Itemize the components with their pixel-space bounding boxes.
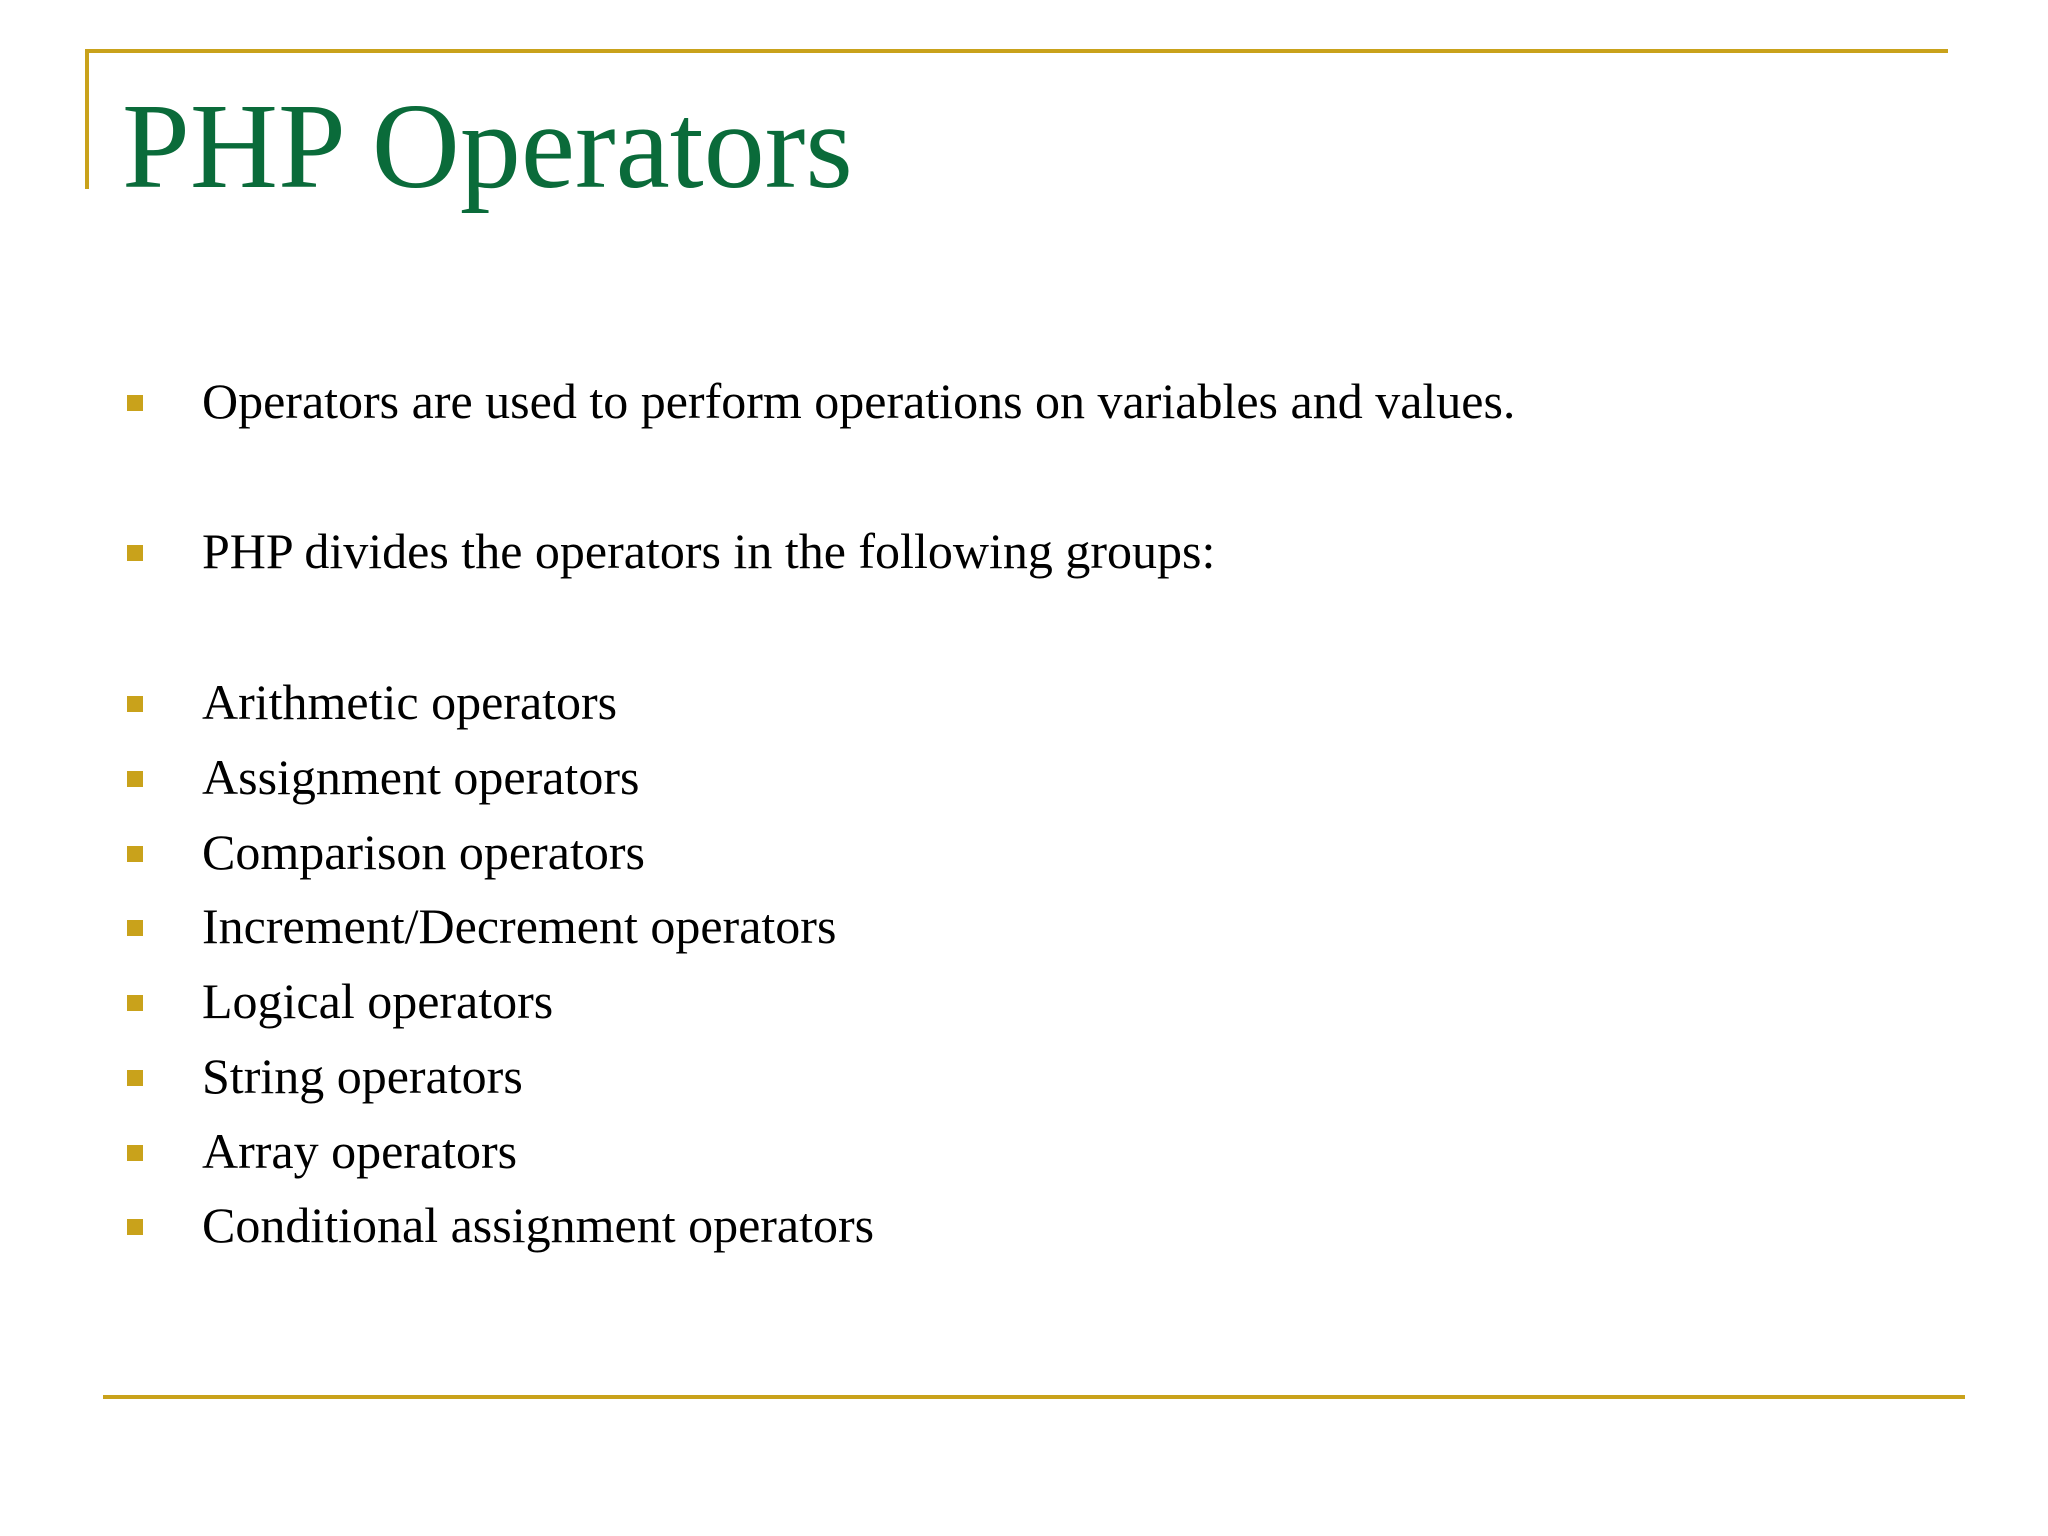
slide-title: PHP Operators (122, 79, 853, 214)
square-bullet-icon (127, 696, 143, 712)
square-bullet-icon (127, 846, 143, 862)
bullet-text: Logical operators (202, 973, 554, 1029)
operator-group-item (0, 1195, 1900, 1255)
bullet-text: Arithmetic operators (202, 674, 618, 730)
bullet-text: Conditional assignment operators (202, 1197, 875, 1253)
operator-group-item (0, 672, 1900, 732)
operator-group-item (0, 747, 1900, 807)
operator-group-item (0, 971, 1900, 1031)
bullet-text: String operators (202, 1048, 523, 1104)
square-bullet-icon (127, 1219, 143, 1235)
operator-group-item (0, 1046, 1900, 1106)
bullet-text: Operators are used to perform operations on variables and values. (202, 373, 1516, 429)
bottom-border-line (103, 1395, 1965, 1399)
left-border-line (85, 49, 89, 189)
operator-group-item (0, 1121, 1900, 1181)
operator-group-item (0, 822, 1900, 882)
square-bullet-icon (127, 995, 143, 1011)
intro-bullet-operators-definition (0, 371, 1900, 431)
square-bullet-icon (127, 920, 143, 936)
intro-bullet-operator-groups (0, 521, 1900, 581)
bullet-text: PHP divides the operators in the following groups: (202, 523, 1216, 579)
operator-group-item (0, 896, 1900, 956)
bullet-text: Array operators (202, 1123, 518, 1179)
square-bullet-icon (127, 395, 143, 411)
square-bullet-icon (127, 771, 143, 787)
bullet-text: Assignment operators (202, 749, 640, 805)
bullet-text: Comparison operators (202, 824, 645, 880)
square-bullet-icon (127, 1070, 143, 1086)
bullet-text: Increment/Decrement operators (202, 898, 837, 954)
top-border-line (85, 49, 1948, 53)
square-bullet-icon (127, 1145, 143, 1161)
square-bullet-icon (127, 545, 143, 561)
